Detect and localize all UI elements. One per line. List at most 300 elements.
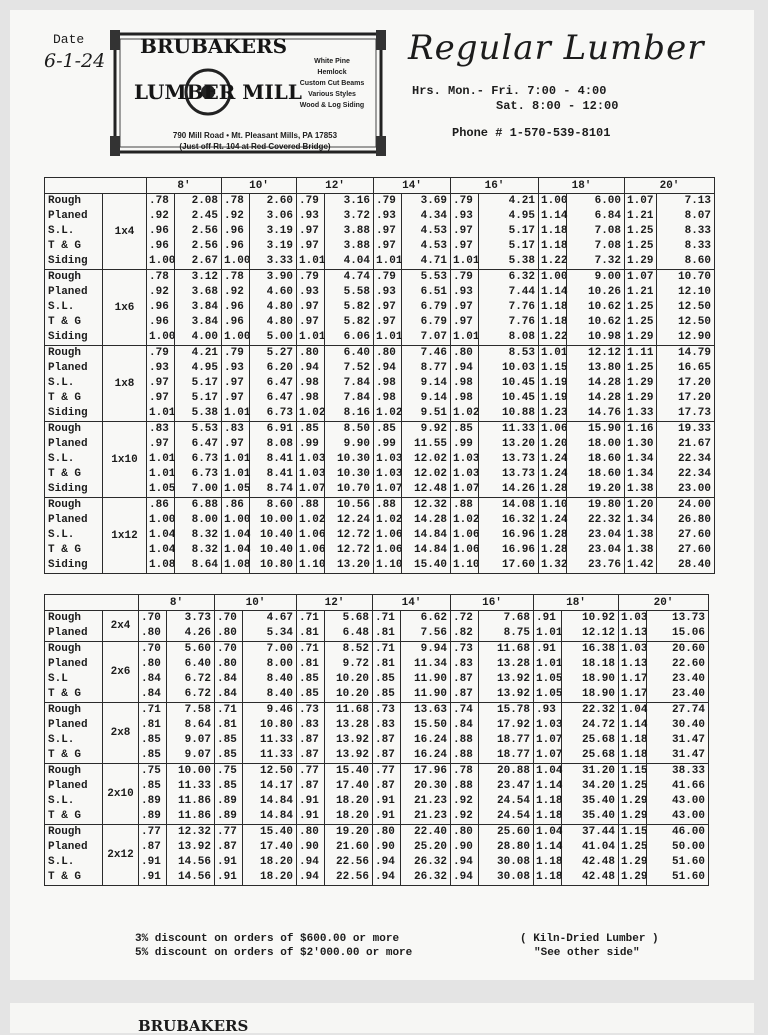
price-value: 7.08 xyxy=(594,225,622,237)
price-column xyxy=(479,611,534,642)
rate-value: .87 xyxy=(217,841,237,853)
rate-value: .93 xyxy=(149,362,169,374)
rate-value: 1.38 xyxy=(627,544,654,556)
price-value: 5.38 xyxy=(191,407,219,419)
rate-value: .89 xyxy=(217,810,237,822)
discount-line: 3% discount on orders of $600.00 or more xyxy=(135,933,400,945)
price-value: 10.70 xyxy=(337,483,371,495)
price-value: 6.73 xyxy=(191,468,219,480)
rate-value: 1.07 xyxy=(536,749,563,761)
price-value: 10.20 xyxy=(336,673,370,685)
price-column xyxy=(325,825,373,886)
rate-value: .93 xyxy=(224,362,244,374)
grade-label: Planed xyxy=(48,286,88,298)
price-value: 9.14 xyxy=(420,377,448,389)
rate-value: 1.00 xyxy=(149,514,176,526)
price-value: 4.95 xyxy=(191,362,219,374)
grade-label: T & G xyxy=(48,749,82,761)
price-value: 4.21 xyxy=(191,347,219,359)
rate-value: 1.07 xyxy=(453,483,480,495)
price-value: 7.76 xyxy=(508,316,536,328)
rate-value: .80 xyxy=(453,826,473,838)
rate-value: .78 xyxy=(224,271,244,283)
price-column xyxy=(567,422,625,498)
size-row xyxy=(45,346,715,422)
size-label: 1x12 xyxy=(103,498,147,574)
rate-value: 1.14 xyxy=(541,286,568,298)
length-header: 10' xyxy=(215,595,297,611)
price-value: 17.92 xyxy=(497,719,531,731)
price-value: 10.92 xyxy=(582,612,616,624)
rate-column xyxy=(139,764,167,825)
price-value: 8.64 xyxy=(191,559,219,571)
price-value: 13.92 xyxy=(497,688,531,700)
rate-value: 1.01 xyxy=(541,347,568,359)
rate-value: .80 xyxy=(453,347,473,359)
price-value: 22.32 xyxy=(582,704,616,716)
rate-value: 1.00 xyxy=(541,271,568,283)
price-value: 10.70 xyxy=(678,271,712,283)
rate-column xyxy=(147,498,175,574)
rate-value: 1.29 xyxy=(627,331,654,343)
price-value: 6.47 xyxy=(266,392,294,404)
price-value: 8.32 xyxy=(191,544,219,556)
price-column xyxy=(567,346,625,422)
rate-value: 1.17 xyxy=(621,688,648,700)
rate-value: .94 xyxy=(299,871,319,883)
price-value: 5.82 xyxy=(343,316,371,328)
rate-value: 1.28 xyxy=(541,544,568,556)
rate-column xyxy=(451,611,479,642)
rate-value: .89 xyxy=(217,795,237,807)
rate-value: .80 xyxy=(141,658,161,670)
rate-value: .87 xyxy=(299,734,319,746)
grade-label: S.L xyxy=(48,673,68,685)
rate-value: .91 xyxy=(141,856,161,868)
rate-value: 1.02 xyxy=(453,407,480,419)
rate-column xyxy=(222,270,250,346)
rate-column xyxy=(222,194,250,270)
price-value: 5.17 xyxy=(508,240,536,252)
price-value: 18.60 xyxy=(588,453,622,465)
rate-value: 1.07 xyxy=(627,271,654,283)
price-value: 51.60 xyxy=(672,871,706,883)
price-value: 5.00 xyxy=(266,331,294,343)
date-value: 6-1-24 xyxy=(44,50,106,72)
page-title: Regular Lumber xyxy=(408,28,705,68)
rate-value: .98 xyxy=(453,392,473,404)
size-row xyxy=(45,825,709,886)
grade-label: T & G xyxy=(48,468,82,480)
price-value: 7.46 xyxy=(420,347,448,359)
price-column xyxy=(402,270,451,346)
price-value: 42.48 xyxy=(582,856,616,868)
rate-value: .81 xyxy=(299,658,319,670)
rate-column xyxy=(451,498,479,574)
rate-value: .99 xyxy=(299,438,319,450)
price-value: 34.20 xyxy=(582,780,616,792)
price-value: 11.90 xyxy=(414,688,448,700)
price-value: 26.80 xyxy=(678,514,712,526)
rate-value: .85 xyxy=(375,673,395,685)
price-value: 12.32 xyxy=(178,826,212,838)
price-value: 19.33 xyxy=(678,423,712,435)
price-column xyxy=(657,422,715,498)
rate-value: .94 xyxy=(375,871,395,883)
rate-column xyxy=(215,703,243,764)
rate-column xyxy=(374,194,402,270)
price-value: 4.34 xyxy=(420,210,448,222)
price-value: 14.28 xyxy=(414,514,448,526)
rate-value: .98 xyxy=(299,377,319,389)
rate-value: .84 xyxy=(141,688,161,700)
grade-label: Planed xyxy=(48,627,88,639)
rate-value: .78 xyxy=(453,765,473,777)
price-column xyxy=(167,642,215,703)
grade-labels xyxy=(45,642,103,703)
rate-column xyxy=(139,611,167,642)
rate-value: 1.34 xyxy=(627,514,654,526)
rate-value: .93 xyxy=(376,210,396,222)
rate-value: 1.03 xyxy=(453,468,480,480)
price-value: 51.60 xyxy=(672,856,706,868)
price-value: 41.04 xyxy=(582,841,616,853)
rate-value: 1.19 xyxy=(541,392,568,404)
price-value: 9.51 xyxy=(420,407,448,419)
price-column xyxy=(562,825,619,886)
grade-labels xyxy=(45,194,103,270)
price-value: 16.24 xyxy=(414,749,448,761)
price-value: 3.90 xyxy=(266,271,294,283)
price-value: 13.73 xyxy=(502,468,536,480)
rate-value: .89 xyxy=(141,795,161,807)
rate-value: .81 xyxy=(217,719,237,731)
rate-value: .97 xyxy=(453,240,473,252)
rate-value: .73 xyxy=(299,704,319,716)
price-value: 31.47 xyxy=(672,734,706,746)
rate-value: 1.18 xyxy=(536,810,563,822)
rate-column xyxy=(297,194,325,270)
rate-value: .85 xyxy=(217,780,237,792)
price-value: 14.17 xyxy=(260,780,294,792)
date-label: Date xyxy=(53,32,85,47)
rate-value: 1.01 xyxy=(224,453,251,465)
price-value: 12.72 xyxy=(337,529,371,541)
price-value: 21.23 xyxy=(414,795,448,807)
rate-value: 1.01 xyxy=(376,331,403,343)
price-column xyxy=(250,270,297,346)
grade-label: T & G xyxy=(48,316,82,328)
price-value: 22.34 xyxy=(678,453,712,465)
rate-column xyxy=(297,825,325,886)
price-column xyxy=(402,346,451,422)
length-header: 8' xyxy=(139,595,215,611)
price-value: 11.33 xyxy=(502,423,536,435)
price-column xyxy=(250,498,297,574)
rate-column xyxy=(534,642,562,703)
price-value: 4.60 xyxy=(266,286,294,298)
rate-value: .79 xyxy=(453,271,473,283)
rate-value: 1.04 xyxy=(149,529,176,541)
rate-value: 1.01 xyxy=(536,627,563,639)
price-value: 15.40 xyxy=(260,826,294,838)
grade-label: S.L. xyxy=(48,301,75,313)
price-value: 8.60 xyxy=(266,499,294,511)
grade-label: Planed xyxy=(48,719,88,731)
rate-value: .92 xyxy=(149,286,169,298)
price-value: 27.74 xyxy=(672,704,706,716)
price-column xyxy=(567,194,625,270)
header-blank-cell xyxy=(45,595,139,611)
rate-column xyxy=(147,270,175,346)
rate-value: 1.29 xyxy=(627,392,654,404)
discounts xyxy=(135,932,412,960)
price-value: 42.48 xyxy=(582,871,616,883)
rate-value: .70 xyxy=(217,643,237,655)
rate-column xyxy=(539,194,567,270)
rate-value: .88 xyxy=(299,499,319,511)
size-row xyxy=(45,642,709,703)
rate-column xyxy=(625,422,657,498)
grade-labels xyxy=(45,764,103,825)
price-value: 41.66 xyxy=(672,780,706,792)
rate-value: .91 xyxy=(217,871,237,883)
price-value: 9.07 xyxy=(184,749,212,761)
rate-value: .98 xyxy=(376,377,396,389)
price-value: 7.08 xyxy=(594,240,622,252)
price-value: 23.76 xyxy=(588,559,622,571)
rate-column xyxy=(297,422,325,498)
price-column xyxy=(479,422,539,498)
rate-column xyxy=(534,611,562,642)
rate-value: 1.21 xyxy=(627,210,654,222)
price-value: 6.84 xyxy=(594,210,622,222)
rate-value: 1.18 xyxy=(541,316,568,328)
rate-column xyxy=(451,270,479,346)
price-value: 7.68 xyxy=(503,612,531,624)
rate-column xyxy=(539,346,567,422)
rate-value: 1.06 xyxy=(376,544,403,556)
hours xyxy=(412,84,618,114)
grade-label: Siding xyxy=(48,483,88,495)
rate-value: 1.06 xyxy=(453,529,480,541)
price-value: 12.24 xyxy=(337,514,371,526)
rate-value: .83 xyxy=(299,719,319,731)
price-value: 2.56 xyxy=(191,240,219,252)
rate-value: 1.01 xyxy=(299,255,326,267)
length-header: 8' xyxy=(147,178,222,194)
rate-value: .98 xyxy=(453,377,473,389)
price-value: 22.34 xyxy=(678,468,712,480)
rate-value: .87 xyxy=(453,673,473,685)
price-value: 8.33 xyxy=(684,225,712,237)
rate-column xyxy=(297,346,325,422)
size-row xyxy=(45,422,715,498)
price-column xyxy=(479,270,539,346)
price-value: 11.33 xyxy=(260,734,294,746)
price-value: 14.26 xyxy=(502,483,536,495)
price-column xyxy=(243,825,297,886)
rate-value: 1.01 xyxy=(149,407,176,419)
rate-value: .94 xyxy=(299,362,319,374)
rate-column xyxy=(539,270,567,346)
grade-labels xyxy=(45,346,103,422)
price-value: 13.20 xyxy=(502,438,536,450)
rate-value: .77 xyxy=(141,826,161,838)
price-column xyxy=(479,642,534,703)
rate-value: .97 xyxy=(299,301,319,313)
rate-value: .88 xyxy=(376,499,396,511)
length-header: 18' xyxy=(534,595,619,611)
price-value: 6.79 xyxy=(420,301,448,313)
length-header: 14' xyxy=(373,595,451,611)
price-value: 12.12 xyxy=(588,347,622,359)
rate-value: 1.10 xyxy=(541,499,568,511)
rate-value: .71 xyxy=(299,612,319,624)
rate-value: 1.02 xyxy=(376,407,403,419)
rate-value: .87 xyxy=(375,734,395,746)
price-value: 6.73 xyxy=(266,407,294,419)
price-value: 8.00 xyxy=(191,514,219,526)
rate-value: .88 xyxy=(453,734,473,746)
rate-value: .97 xyxy=(299,316,319,328)
grade-label: T & G xyxy=(48,871,82,883)
rate-value: .87 xyxy=(299,749,319,761)
rate-column xyxy=(625,194,657,270)
price-value: 17.40 xyxy=(260,841,294,853)
price-value: 4.80 xyxy=(266,316,294,328)
rate-value: 1.07 xyxy=(376,483,403,495)
grade-label: Rough xyxy=(48,643,82,655)
rate-column xyxy=(619,642,647,703)
length-header: 16' xyxy=(451,178,539,194)
rate-column xyxy=(619,825,647,886)
price-value: 7.32 xyxy=(594,255,622,267)
rate-value: .89 xyxy=(141,810,161,822)
length-header: 10' xyxy=(222,178,297,194)
price-value: 5.53 xyxy=(420,271,448,283)
price-value: 3.84 xyxy=(191,301,219,313)
price-value: 7.56 xyxy=(420,627,448,639)
rate-column xyxy=(451,764,479,825)
rate-value: 1.13 xyxy=(621,658,648,670)
price-value: 19.20 xyxy=(336,826,370,838)
price-value: 12.50 xyxy=(678,301,712,313)
rate-value: 1.25 xyxy=(627,301,654,313)
price-value: 4.95 xyxy=(508,210,536,222)
size-label: 1x4 xyxy=(103,194,147,270)
rate-value: 1.24 xyxy=(541,453,568,465)
rate-value: .97 xyxy=(149,438,169,450)
price-value: 23.04 xyxy=(588,529,622,541)
brand-line-2: LUMBER MILL xyxy=(134,80,302,104)
rate-value: .98 xyxy=(376,392,396,404)
price-table-one-inch xyxy=(44,177,715,574)
rate-value: .96 xyxy=(149,225,169,237)
rate-value: 1.01 xyxy=(453,255,480,267)
rate-column xyxy=(215,825,243,886)
rate-value: .88 xyxy=(453,499,473,511)
rate-value: .80 xyxy=(217,627,237,639)
rate-value: 1.00 xyxy=(224,514,251,526)
price-value: 16.65 xyxy=(678,362,712,374)
rate-value: .92 xyxy=(453,795,473,807)
price-value: 5.60 xyxy=(184,643,212,655)
rate-value: 1.00 xyxy=(541,195,568,207)
length-header: 18' xyxy=(539,178,625,194)
rate-value: 1.04 xyxy=(536,826,563,838)
rate-value: 1.22 xyxy=(541,331,568,343)
rate-column xyxy=(222,346,250,422)
price-value: 14.28 xyxy=(588,377,622,389)
price-value: 5.58 xyxy=(343,286,371,298)
price-column xyxy=(647,764,709,825)
rate-value: 1.29 xyxy=(621,795,648,807)
rate-value: .79 xyxy=(299,271,319,283)
service-item: Various Styles xyxy=(308,91,356,98)
price-column xyxy=(562,703,619,764)
price-value: 9.46 xyxy=(266,704,294,716)
price-column xyxy=(175,346,222,422)
rate-value: .97 xyxy=(224,392,244,404)
price-value: 4.26 xyxy=(184,627,212,639)
rate-value: .97 xyxy=(453,301,473,313)
service-item: White Pine xyxy=(314,58,350,65)
price-value: 8.33 xyxy=(684,240,712,252)
rate-value: 1.06 xyxy=(299,544,326,556)
rate-column xyxy=(297,703,325,764)
price-column xyxy=(647,703,709,764)
rate-value: .83 xyxy=(453,658,473,670)
price-value: 15.40 xyxy=(414,559,448,571)
grade-label: S.L. xyxy=(48,734,75,746)
price-value: 3.88 xyxy=(343,240,371,252)
rate-value: .97 xyxy=(376,301,396,313)
rate-value: 1.34 xyxy=(627,468,654,480)
price-value: 6.47 xyxy=(191,438,219,450)
price-value: 25.60 xyxy=(497,826,531,838)
rate-value: 1.11 xyxy=(627,347,654,359)
price-column xyxy=(657,270,715,346)
price-value: 23.40 xyxy=(672,673,706,685)
rate-column xyxy=(625,346,657,422)
price-value: 43.00 xyxy=(672,810,706,822)
rate-value: .81 xyxy=(299,627,319,639)
address-line: 790 Mill Road • Mt. Pleasant Mills, PA 17853 xyxy=(172,131,338,140)
rate-value: 1.29 xyxy=(621,856,648,868)
grade-label: Rough xyxy=(48,499,82,511)
rate-value: 1.34 xyxy=(627,453,654,465)
price-value: 11.33 xyxy=(178,780,212,792)
price-value: 24.54 xyxy=(497,795,531,807)
price-value: 12.90 xyxy=(678,331,712,343)
rate-column xyxy=(139,703,167,764)
price-value: 16.96 xyxy=(502,544,536,556)
rate-value: .90 xyxy=(299,841,319,853)
price-value: 23.40 xyxy=(672,688,706,700)
rate-value: 1.00 xyxy=(149,255,176,267)
price-value: 5.17 xyxy=(191,392,219,404)
rate-value: 1.01 xyxy=(299,331,326,343)
rate-value: .79 xyxy=(453,195,473,207)
price-value: 18.77 xyxy=(497,749,531,761)
price-value: 10.00 xyxy=(178,765,212,777)
rate-value: 1.18 xyxy=(541,240,568,252)
grade-label: S.L. xyxy=(48,856,75,868)
length-header: 20' xyxy=(625,178,715,194)
rate-value: .71 xyxy=(375,643,395,655)
price-value: 8.77 xyxy=(420,362,448,374)
